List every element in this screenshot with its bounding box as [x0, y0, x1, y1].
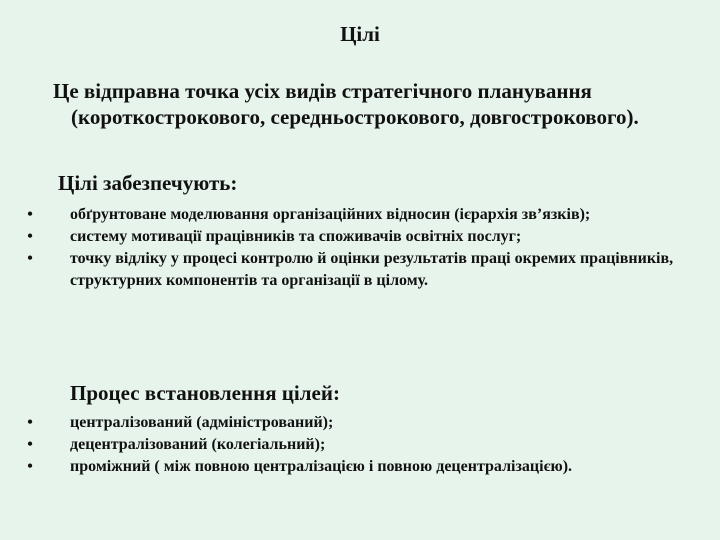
- intro-paragraph: Це відправна точка усіх видів стратегічного планування (короткострокового, середньострокового, довгострокового).: [53, 79, 639, 129]
- bullet-icon: •: [27, 228, 33, 245]
- bullet-icon: •: [27, 436, 33, 453]
- bullet-icon: •: [27, 250, 33, 267]
- bullet-icon: •: [27, 458, 33, 475]
- list-item-text: централізований (адміністрований);: [70, 414, 334, 431]
- list-item-text: точку відліку у процесі контролю й оцінки результатів праці окремих працівників, структурних компонентів та організації в цілому.: [70, 250, 674, 289]
- list-item: [22, 248, 682, 292]
- list-item-text: систему мотивації працівників та споживачів освітніх послуг;: [70, 228, 522, 245]
- list-item: [22, 412, 682, 434]
- list-item: [22, 434, 682, 456]
- list-item: [22, 456, 682, 478]
- process-heading: Процес встановлення цілей:: [70, 381, 340, 405]
- goals-provide-list: [22, 204, 682, 292]
- list-item: [22, 204, 682, 226]
- list-item: [22, 226, 682, 248]
- page-title: Цілі: [340, 22, 380, 46]
- goals-provide-heading: Цілі забезпечують:: [58, 171, 238, 195]
- bullet-icon: •: [27, 206, 33, 223]
- list-item-text: проміжний ( між повною централізацією і повною децентралізацією).: [70, 458, 573, 475]
- bullet-icon: •: [27, 414, 33, 431]
- list-item-text: децентралізований (колегіальний);: [70, 436, 326, 453]
- list-item-text: обґрунтоване моделювання організаційних відносин (ієрархія зв’язків);: [70, 206, 591, 223]
- process-list: [22, 412, 682, 478]
